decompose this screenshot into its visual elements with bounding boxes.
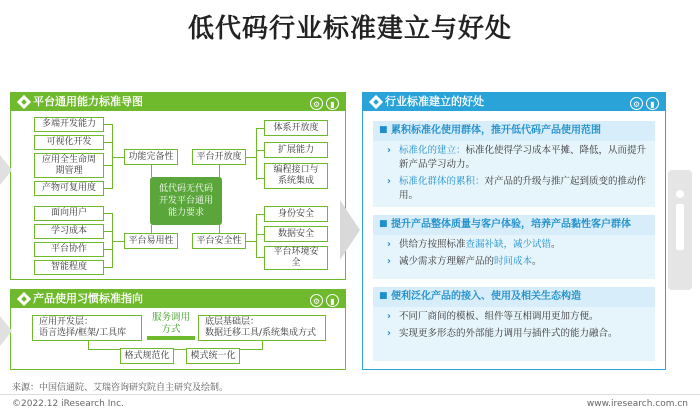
benefit-section-2 xyxy=(373,215,655,279)
capability-map-title: 平台通用能力标准导图 xyxy=(33,95,143,108)
header-icons xyxy=(307,292,339,310)
benefit-section-title: ■ 累积标准化使用群体，推开低代码产品使用范围 xyxy=(373,121,655,141)
benefit-item: › 供给方按照标准查漏补缺，减少试错。 xyxy=(387,239,561,250)
center-node: 低代码无代码开发平台通用能力要求 xyxy=(150,177,222,225)
benefit-section-1 xyxy=(373,121,655,207)
item-reuse: 产物可复用度 xyxy=(34,181,104,196)
item-visual-dev: 可视化开发 xyxy=(34,135,104,150)
benefit-item: › 减少需求方理解产品的时间成本。 xyxy=(387,256,542,267)
chevron-right-icon: › xyxy=(387,145,391,156)
item-collab: 平台协作 xyxy=(34,242,104,257)
chevron-right-icon: › xyxy=(387,239,391,250)
usage-habit-title: 产品使用习惯标准指向 xyxy=(33,292,143,305)
node-usability: 平台易用性 xyxy=(124,233,178,249)
benefit-item: › 实现更多形态的外部能力调用与插件式的能力融合。 xyxy=(387,328,618,339)
item-env-security: 平台环境安全 xyxy=(264,246,328,270)
gear-icon: ⚙ xyxy=(630,97,643,110)
gear-icon: ⚙ xyxy=(310,294,323,307)
chart-icon: ▮ xyxy=(326,97,339,110)
item-extension: 扩展能力 xyxy=(264,142,328,158)
benefit-item: › 标准化群体的累积：对产品的升级与推广起到质变的推动作用。 xyxy=(387,176,647,201)
benefit-item: › 不同厂商间的模板、组件等互相调用更加方便。 xyxy=(387,311,599,322)
item-smart: 智能程度 xyxy=(34,260,104,275)
chart-icon: ▮ xyxy=(646,97,659,110)
app-dev-layer: 应用开发层： 语言选择/框架/工具库 xyxy=(32,315,142,341)
node-functional-completeness: 功能完备性 xyxy=(124,149,178,165)
item-lifecycle: 应用全生命周期管理 xyxy=(34,153,104,178)
website-link[interactable]: www.iresearch.com.cn xyxy=(586,399,688,409)
capability-map-header xyxy=(11,93,345,111)
benefit-section-title: ■ 提升产品整体质量与客户体验，培养产品黏性客户群体 xyxy=(373,215,655,235)
header-diamond-icon xyxy=(369,95,383,109)
header-diamond-icon xyxy=(17,292,31,306)
chevron-right-icon: › xyxy=(387,328,391,339)
item-identity-security: 身份安全 xyxy=(264,206,328,222)
gear-icon: ⚙ xyxy=(310,97,323,110)
footer-divider xyxy=(0,394,700,395)
item-user: 面向用户 xyxy=(34,206,104,221)
chevron-right-icon: › xyxy=(387,256,391,267)
item-system-openness: 体系开放度 xyxy=(264,120,328,136)
benefits-header xyxy=(363,93,665,111)
benefit-section-title: ■ 便利泛化产品的接入、使用及相关生态构造 xyxy=(373,287,655,307)
benefits-panel xyxy=(362,92,666,370)
usage-habit-header xyxy=(11,290,345,308)
item-multi-end: 多端开发能力 xyxy=(34,117,104,132)
source-note: 来源：中国信通院、艾瑞咨询研究院自主研究及绘制。 xyxy=(12,383,229,393)
page-title: 低代码行业标准建立与好处 xyxy=(187,14,512,44)
double-arrow-icon xyxy=(147,336,195,340)
base-layer: 底层基础层： 数据迁移工具/系统集成方式 xyxy=(198,315,326,341)
copyright: ©2022.12 iResearch Inc. xyxy=(12,399,124,409)
header-icons xyxy=(307,95,339,113)
mode-unification: 模式统一化 xyxy=(186,348,240,364)
chevron-right-icon: › xyxy=(387,311,391,322)
header-icons xyxy=(627,95,659,113)
node-openness: 平台开放度 xyxy=(192,149,246,165)
item-api: 编程接口与系统集成 xyxy=(264,163,328,189)
flow-arrow-icon xyxy=(340,200,360,260)
format-standardization: 格式规范化 xyxy=(120,348,174,364)
node-security: 平台安全性 xyxy=(192,233,246,249)
item-data-security: 数据安全 xyxy=(264,226,328,242)
service-call: 服务调用方式 xyxy=(151,312,190,335)
benefit-section-3 xyxy=(373,287,655,361)
info-icon xyxy=(668,170,692,290)
benefits-title: 行业标准建立的好处 xyxy=(385,95,484,108)
chart-icon: ▮ xyxy=(326,294,339,307)
chevron-right-icon: › xyxy=(387,176,391,187)
item-learn: 学习成本 xyxy=(34,224,104,239)
header-diamond-icon xyxy=(17,95,31,109)
benefit-item: › 标准化的建立：标准化使得学习成本平摊、降低，从而提升新产品学习动力。 xyxy=(387,145,647,170)
